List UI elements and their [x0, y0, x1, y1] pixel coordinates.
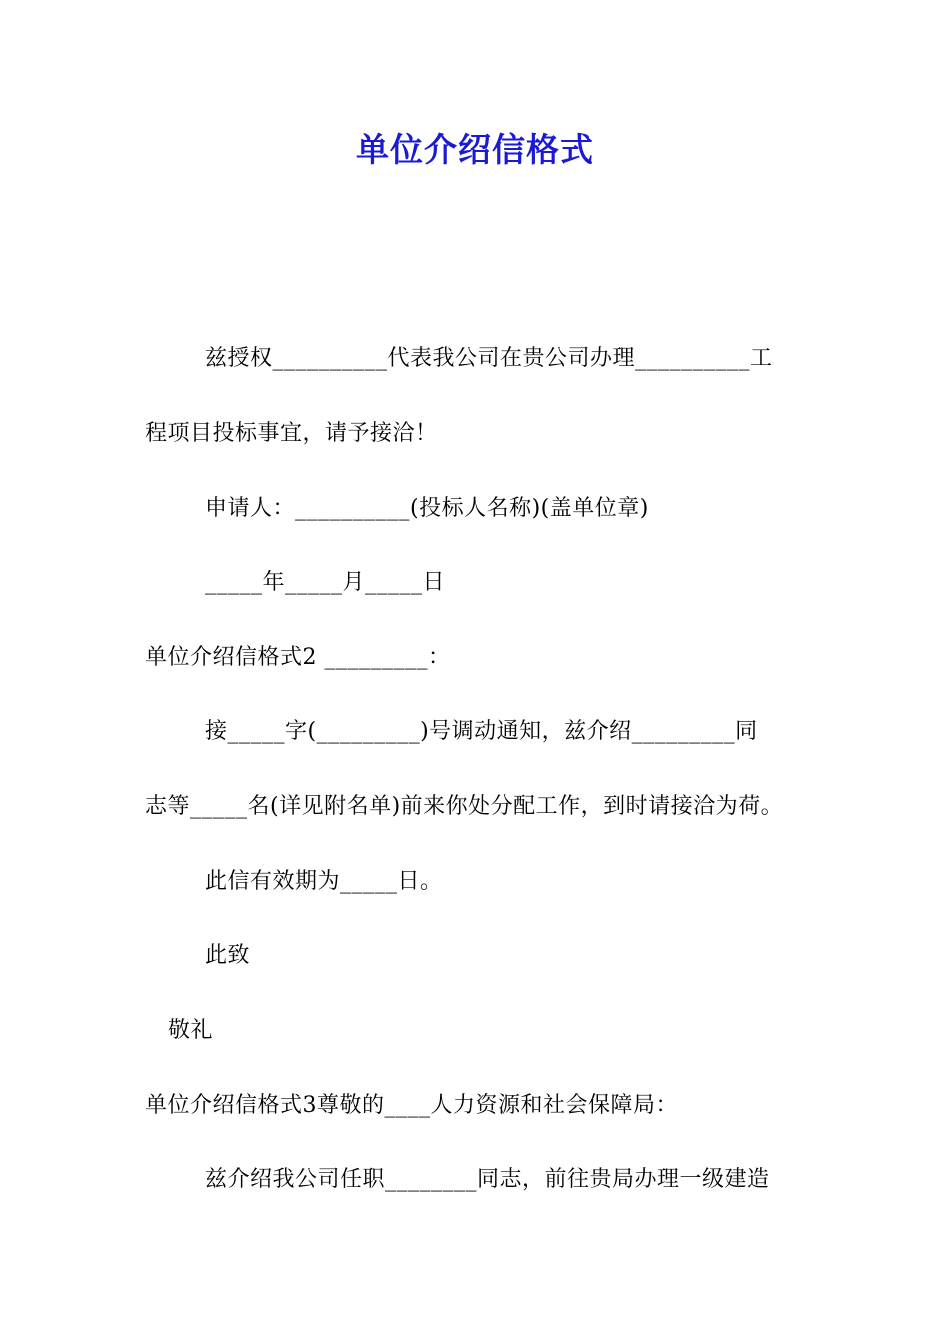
- paragraph-authorization-line-1: 兹授权__________代表我公司在贵公司办理__________工: [205, 346, 773, 371]
- format-3-heading: 单位介绍信格式3尊敬的____人力资源和社会保障局：: [145, 1093, 678, 1118]
- date-line: _____年_____月_____日: [205, 570, 446, 595]
- format-2-body-line-2: 志等_____名(详见附名单)前来你处分配工作，到时请接洽为荷。: [145, 794, 784, 819]
- closing-regards: 敬礼: [168, 1018, 214, 1043]
- applicant-line: 申请人：__________(投标人名称)(盖单位章): [205, 496, 649, 521]
- format-2-heading: 单位介绍信格式2 _________：: [145, 645, 451, 670]
- paragraph-authorization-line-2: 程项目投标事宜，请予接洽！: [145, 421, 438, 446]
- validity-line: 此信有效期为_____日。: [205, 869, 443, 894]
- format-3-body-line-1: 兹介绍我公司任职________同志，前往贵局办理一级建造: [205, 1167, 770, 1192]
- closing-salutation: 此致: [205, 943, 251, 968]
- document-title: 单位介绍信格式: [356, 130, 594, 169]
- format-2-body-line-1: 接_____字(_________)号调动通知，兹介绍_________同: [205, 719, 758, 744]
